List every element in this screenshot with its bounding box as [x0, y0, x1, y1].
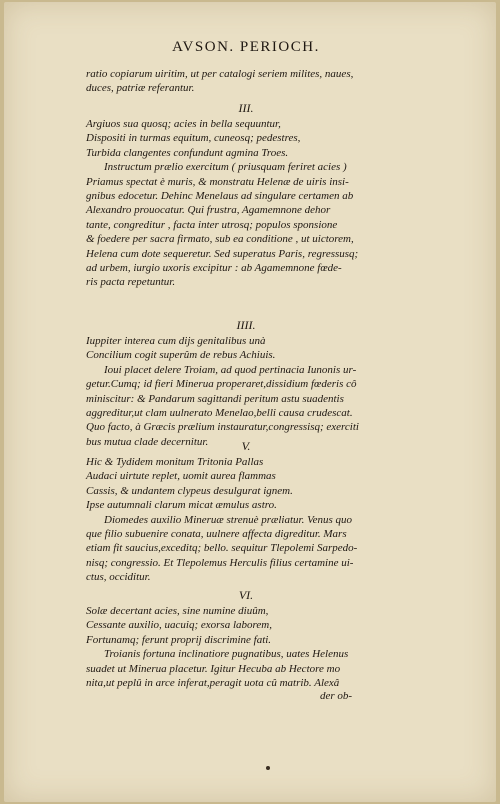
text-line: Ipse autumnali clarum micat æmulus astro. — [86, 499, 277, 512]
text-line: miniscitur: & Pandarum sagittandi peritum astu suadentis — [86, 392, 344, 405]
text-line: Cessante auxilio, uacuiq; exorsa laborem, — [86, 619, 272, 632]
text-line: ctus, occiditur. — [86, 571, 151, 584]
text-line: Alexandro prouocatur. Qui frustra, Agamemnone dehor — [86, 204, 331, 217]
catchword: der ob- — [320, 690, 353, 702]
text-line: bus mutua clade decernitur. — [86, 435, 209, 448]
text-line: Priamus spectat è muris, & monstratu Helenæ de uiris insi- — [86, 175, 349, 188]
text-line: duces, patriæ referantur. — [86, 82, 195, 95]
page-mark-dot — [266, 766, 270, 770]
section-numeral: VI. — [238, 588, 254, 602]
text-line: Audaci uirtute replet, uomit aurea flammas — [86, 470, 276, 483]
text-line: nisq; congressio. Et Tlepolemus Herculis filius certamine ui- — [86, 556, 354, 569]
text-line: ad urbem, iurgio uxoris excipitur : ab Agamemnone fœde- — [86, 262, 342, 274]
text-line: suadet ut Minerua placetur. Igitur Hecuba ab Hectore mo — [86, 662, 341, 675]
text-line: Iuppiter interea cum dijs genitalibus unà — [86, 335, 266, 347]
text-line: Dispositi in turmas equitum, cuneosq; pedestres, — [86, 132, 301, 145]
text-line: Concilium cogit superûm de rebus Achiuis. — [86, 349, 276, 362]
text-line: Helena cum dote sequeretur. Sed superatus Paris, regressusq; — [86, 247, 359, 260]
section-numeral: IIII. — [236, 318, 256, 332]
text-line: gnibus edocetur. Dehinc Menelaus ad singulare certamen ab — [86, 190, 354, 202]
text-line: tante, congreditur , facta inter utrosq; populos sponsione — [86, 218, 338, 231]
text-line: nita,ut peplû in arce inferat,peragit uota cû matrib. Alexâ — [86, 677, 340, 689]
text-line: Argiuos sua quosq; acies in bella sequuntur, — [86, 118, 281, 130]
text-line: Cassis, & undantem clypeus desulgurat ignem. — [86, 484, 293, 497]
text-line: & foedere per sacra firmato, sub ea conditione , ut uictorem, — [86, 233, 354, 246]
running-header: AVSON. PERIOCH. — [172, 39, 320, 55]
text-line: aggreditur,ut clam uulnerato Menelao,belli causa crudescat. — [86, 407, 353, 419]
text-line: Instructum prælio exercitum ( priusquam feriret acies ) — [104, 161, 347, 174]
text-line: Quo facto, à Græcis prælium instauratur,congressisq; exerciti — [86, 421, 359, 434]
text-line: etiam fit saucius,exceditq; bello. sequitur Tlepolemi Sarpedo- — [86, 542, 358, 555]
text-line: Diomedes auxilio Mineruæ strenuè præliatur. Venus quo — [104, 513, 352, 526]
section-numeral: V. — [241, 439, 251, 453]
text-line: getur.Cumq; id fieri Minerua properaret,dissidium fœderis cô — [86, 378, 357, 391]
section-numeral: III. — [238, 101, 254, 115]
text-line: Turbida clangentes confundunt agmina Troes. — [86, 146, 289, 159]
text-line: Hic & Tydidem monitum Tritonia Pallas — [86, 456, 264, 468]
text-line: Ioui placet delere Troiam, ad quod pertinacia Iunonis ur- — [104, 363, 357, 376]
text-line: ris pacta repetuntur. — [86, 276, 176, 289]
text-line: ratio copiarum uiritim, ut per catalogi seriem milites, naues, — [86, 68, 354, 80]
text-line: Fortunamq; ferunt proprij discrimine fati. — [86, 633, 272, 646]
text-line: que filio subuenire conata, uulnere affecta digreditur. Mars — [86, 528, 347, 540]
text-line: Troianis fortuna inclinatiore pugnatibus, uates Helenus — [104, 648, 349, 661]
text-line: Solæ decertant acies, sine numine diuûm, — [86, 605, 269, 617]
